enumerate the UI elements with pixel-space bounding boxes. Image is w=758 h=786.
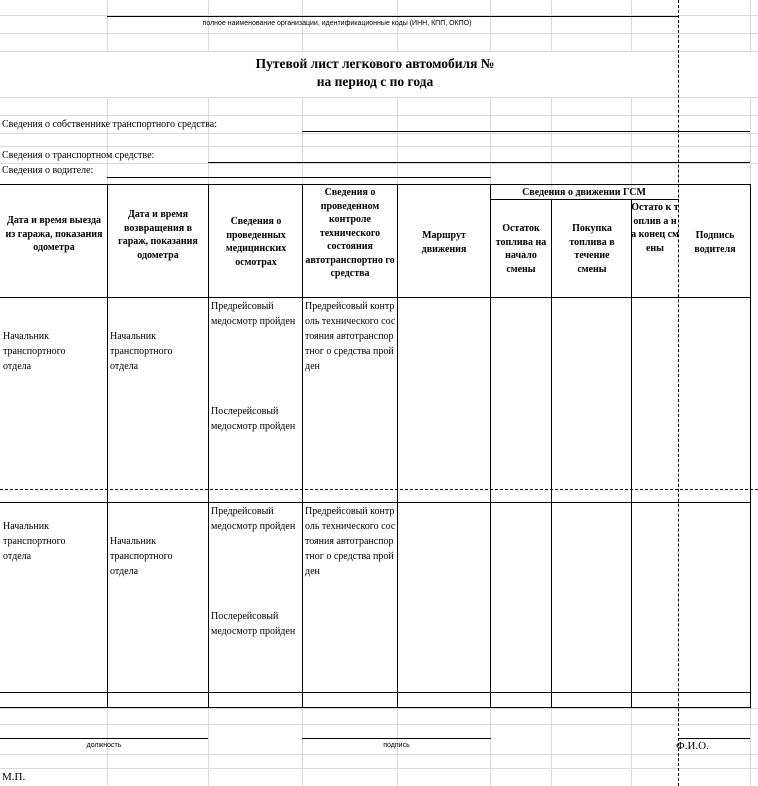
position-caption: должность (86, 742, 122, 749)
row1-medical-pre: Предрейсовый медосмотр пройден (211, 301, 296, 327)
driver-line (107, 177, 491, 178)
header-route: Маршрут движения (421, 230, 467, 255)
page-break-vertical (678, 0, 679, 786)
row1-return: Начальник транспортного отдела (110, 331, 173, 372)
vehicle-line (208, 162, 750, 163)
header-medical: Сведения о проведенных медицинских осмотрах (225, 216, 287, 268)
header-fuel-start: Остаток топлива на начало смены (495, 223, 547, 275)
document-period: на период с по года (316, 74, 434, 89)
signature-line (302, 738, 491, 739)
stamp-label: М.П. (2, 771, 26, 783)
signature-caption: подпись (383, 742, 410, 749)
header-fuel-end: Остато к топлив а на конец смены (631, 202, 679, 254)
document-title: Путевой лист легкового автомобиля № (255, 56, 495, 71)
row1-tech: Предрейсовый контроль технического состояния автотранспортног о средства пройден (305, 301, 396, 372)
header-departure: Дата и время выезда из гаража, показания одометра (5, 215, 103, 253)
row2-medical-post: Послерейсовый медосмотр пройден (211, 611, 296, 637)
row1-medical-post: Послерейсовый медосмотр пройден (211, 406, 296, 432)
row2-tech: Предрейсовый контроль технического состояния автотранспортног о средства пройден (305, 506, 396, 577)
row1-departure: Начальник транспортного отдела (3, 331, 66, 372)
header-fuel-group: Сведения о движении ГСМ (522, 187, 646, 198)
header-driver-signature: Подпись водителя (694, 230, 736, 255)
header-tech: Сведения о проведенном контроле технического состояния автотранспортно го средства (305, 187, 395, 279)
row2-departure: Начальник транспортного отдела (3, 521, 66, 562)
org-name-line (107, 16, 679, 17)
org-caption: полное наименование организации, идентификационные коды (ИНН, КПП, ОКПО) (202, 20, 472, 27)
vehicle-label: Сведения о транспортном средстве: (2, 150, 155, 161)
header-return: Дата и время возвращения в гараж, показания одометра (118, 209, 198, 261)
page-break-horizontal (0, 489, 758, 490)
header-fuel-purchase: Покупка топлива в течение смены (569, 223, 615, 275)
position-line (0, 738, 208, 739)
fio-label: Ф.И.О. (676, 740, 709, 752)
driver-label: Сведения о водителе: (2, 165, 94, 176)
owner-line (302, 131, 750, 132)
row2-medical-pre: Предрейсовый медосмотр пройден (211, 506, 296, 532)
row2-return: Начальник транспортного отдела (110, 536, 173, 577)
owner-label: Сведения о собственнике транспортного средства: (2, 119, 217, 130)
